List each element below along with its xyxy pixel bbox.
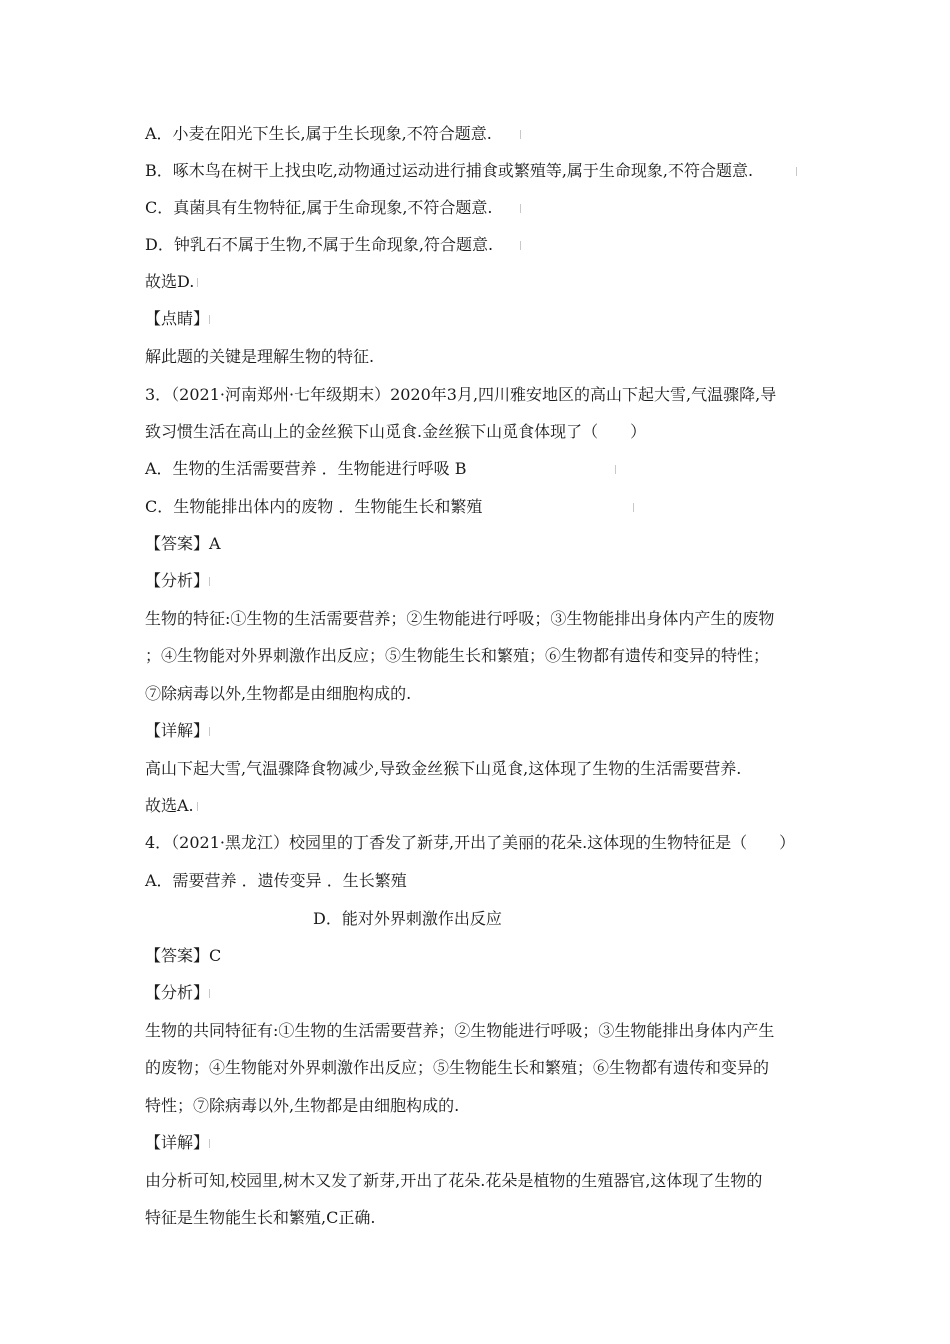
- question-3-options-cd: C．生物能排出体内的废物 ．生物能生长和繁殖: [145, 497, 483, 516]
- detail-text-line-2: 特征是生物能生长和繁殖,C正确.: [145, 1208, 376, 1227]
- question-3-options-ab: A．生物的生活需要营养 ．生物能进行呼吸 B: [145, 459, 467, 478]
- question-4-line-1: 4．（2021·黑龙江）校园里的丁香发了新芽,开出了美丽的花朵.这体现的生物特征是（ ）: [145, 833, 796, 852]
- analysis-text-line-1: 生物的特征:①生物的生活需要营养；②生物能进行呼吸；③生物能排出身体内产生的废物: [145, 609, 775, 628]
- option-b-explanation: B．啄木鸟在树干上找虫吃,动物通过运动进行捕食或繁殖等,属于生命现象,不符合题意.: [145, 161, 754, 180]
- paragraph-mark: [633, 503, 634, 512]
- analysis-heading: 【分析】: [145, 571, 210, 590]
- conclusion: 故选A.: [145, 796, 194, 815]
- section-heading-tip: 【点睛】: [145, 309, 210, 328]
- detail-text-line-1: 由分析可知,校园里,树木又发了新芽,开出了花朵.花朵是植物的生殖器官,这体现了生物的: [145, 1171, 763, 1190]
- analysis-text-line-3: ⑦除病毒以外,生物都是由细胞构成的.: [145, 684, 412, 703]
- paragraph-mark: [209, 577, 210, 586]
- answer-heading: 【答案】C: [145, 946, 222, 965]
- question-3-line-1: 3．（2021·河南郑州·七年级期末）2020年3月,四川雅安地区的高山下起大雪,气温骤降,导: [145, 385, 777, 404]
- paragraph-mark: [520, 241, 521, 250]
- question-4-options: A．需要营养 ．遗传变异 ．生长繁殖: [145, 871, 407, 890]
- paragraph-mark: [209, 727, 210, 736]
- paragraph-mark: [520, 204, 521, 213]
- detail-heading: 【详解】: [145, 721, 210, 740]
- paragraph-mark: [197, 802, 198, 811]
- analysis-heading: 【分析】: [145, 983, 210, 1002]
- paragraph-mark: [209, 1139, 210, 1148]
- paragraph-mark: [197, 278, 198, 287]
- paragraph-mark: [615, 465, 616, 474]
- answer-heading: 【答案】A: [145, 534, 221, 553]
- option-d-explanation: D．钟乳石不属于生物,不属于生命现象,符合题意.: [145, 235, 494, 254]
- paragraph-mark: [209, 315, 210, 324]
- paragraph-mark: [796, 167, 797, 176]
- analysis-text-line-3: 特性；⑦除病毒以外,生物都是由细胞构成的.: [145, 1096, 460, 1115]
- detail-text: 高山下起大雪,气温骤降食物减少,导致金丝猴下山觅食,这体现了生物的生活需要营养.: [145, 759, 742, 778]
- analysis-text-line-2: 的废物；④生物能对外界刺激作出反应；⑤生物能生长和繁殖；⑥生物都有遗传和变异的: [145, 1058, 770, 1077]
- question-3-line-2: 致习惯生活在高山上的金丝猴下山觅食.金丝猴下山觅食体现了（ ）: [145, 422, 647, 441]
- question-4-option-d: D．能对外界刺激作出反应: [313, 909, 502, 928]
- option-a-explanation: A．小麦在阳光下生长,属于生长现象,不符合题意.: [145, 124, 492, 143]
- conclusion: 故选D.: [145, 272, 195, 291]
- analysis-text-line-1: 生物的共同特征有:①生物的生活需要营养；②生物能进行呼吸；③生物能排出身体内产生: [145, 1021, 775, 1040]
- detail-heading: 【详解】: [145, 1133, 210, 1152]
- paragraph-mark: [209, 989, 210, 998]
- analysis-text-line-2: ；④生物能对外界刺激作出反应；⑤生物能生长和繁殖；⑥生物都有遗传和变异的特性；: [145, 646, 770, 665]
- tip-text: 解此题的关键是理解生物的特征.: [145, 347, 375, 366]
- paragraph-mark: [520, 130, 521, 139]
- option-c-explanation: C．真菌具有生物特征,属于生命现象,不符合题意.: [145, 198, 493, 217]
